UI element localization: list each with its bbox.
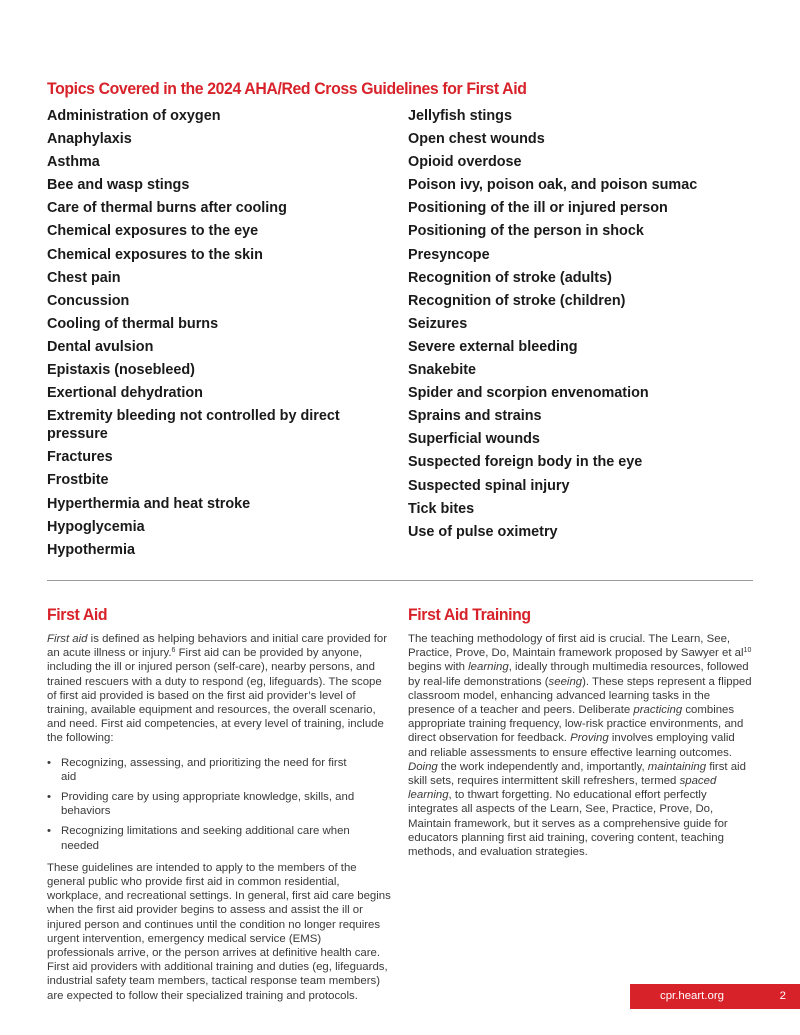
list-item: • Providing care by using appropriate knowledge, skills, and behaviors	[47, 790, 391, 818]
text-run: first aid skill sets, requires intermittent skill refreshers, termed	[408, 760, 746, 788]
topic-item: Hypothermia	[47, 541, 135, 558]
topic-item: Presyncope	[408, 246, 490, 263]
topic-item: Recognition of stroke (children)	[408, 292, 626, 309]
term-practicing: practicing	[633, 704, 683, 717]
text-run: The teaching methodology of first aid is crucial. The Learn, See, Practice, Prove, Do, Maintain framework proposed by Sawyer et al	[408, 633, 744, 660]
term-maintaining: maintaining	[647, 760, 707, 773]
topics-list	[47, 107, 753, 564]
topic-item: Poison ivy, poison oak, and poison sumac	[408, 177, 698, 194]
training-paragraph	[408, 632, 753, 859]
text-run: , to thwart forgetting. No educational effort perfectly integrates all aspects of the Learn, See, Practice, Prove, Do, Maintain framework, but it serves as a comprehensive guide for educators planning first aid training, covering content, teaching methods, and evaluation strategies.	[408, 789, 728, 859]
topic-item: Chest pain	[47, 269, 121, 286]
text-run: the work independently and, importantly,	[437, 760, 648, 773]
term-doing: Doing	[408, 760, 438, 773]
topic-item: Extremity bleeding not controlled by direct pressure	[47, 408, 340, 443]
topics-right-column	[408, 107, 753, 564]
text-run: combines appropriate training frequency, low-risk practice environments, and direct observation for feedback.	[408, 704, 744, 745]
definition-text: is defined as helping behaviors and initial care provided for an acute illness or injury.	[47, 633, 388, 660]
term-spaced-learning: spaced learning	[408, 775, 717, 802]
topic-item: Chemical exposures to the eye	[47, 223, 259, 240]
topic-item: Positioning of the ill or injured person	[408, 200, 668, 217]
competencies-list	[47, 756, 391, 853]
topic-item: Frostbite	[47, 472, 109, 489]
topics-title: Topics Covered in the 2024 AHA/Red Cross Guidelines for First Aid	[47, 79, 527, 98]
term-learning: learning	[468, 661, 509, 674]
list-item: • Recognizing, assessing, and prioritizing the need for first aid	[47, 756, 391, 784]
topic-item: Seizures	[408, 315, 468, 332]
topic-item: Positioning of the person in shock	[408, 223, 644, 240]
first-aid-title: First Aid	[47, 605, 108, 624]
topic-item: Chemical exposures to the skin	[47, 246, 263, 263]
footer-link[interactable]: cpr.heart.org	[660, 990, 724, 1002]
topic-item: Sprains and strains	[408, 408, 542, 425]
text-run: ). These steps represent a flipped classroom model, enhancing advanced learning tasks in the presence of a teacher and peers. Deliberate	[408, 675, 752, 717]
text-run: begins with	[408, 661, 469, 674]
topic-item: Snakebite	[408, 362, 476, 379]
citation-6: 6	[171, 647, 176, 655]
guidelines-scope-paragraph: These guidelines are intended to apply to the members of the general public who provide first aid in common residential, workplace, and recreational settings. In general, first aid care begins when the first aid provider begins to assess and assist the ill or injured person and continues until the condition no longer requires urgent intervention, emergency medical service (EMS) professionals arrive, or the person arrives at definitive health care. First aid providers with additional training and duties (eg, lifeguards, industrial safety team members, tactical response team members) are expected to follow their specialized training and protocols.	[47, 861, 391, 1002]
topic-item: Recognition of stroke (adults)	[408, 269, 612, 286]
term-seeing: seeing	[548, 675, 583, 688]
topic-item: Jellyfish stings	[408, 108, 512, 124]
topic-item: Concussion	[47, 292, 130, 309]
text-run: , ideally through multimedia resources, followed by real-life demonstrations (	[408, 661, 749, 688]
topic-item: Suspected spinal injury	[408, 477, 570, 494]
topic-item: Hyperthermia and heat stroke	[47, 495, 251, 512]
topic-item: Open chest wounds	[408, 131, 545, 148]
citation-10: 10	[743, 647, 752, 655]
section-divider	[47, 580, 753, 581]
topic-item: Severe external bleeding	[408, 338, 578, 355]
topic-item: Use of pulse oximetry	[408, 523, 558, 540]
topics-left-column	[47, 107, 408, 564]
first-aid-training-title: First Aid Training	[408, 605, 531, 624]
topics-section	[47, 78, 753, 564]
topic-item: Fractures	[47, 449, 113, 466]
topic-item: Tick bites	[408, 500, 475, 517]
page-number: 2	[779, 990, 786, 1002]
topic-item: Spider and scorpion envenomation	[408, 385, 649, 402]
first-aid-definition	[47, 632, 391, 746]
footer-bar	[630, 984, 800, 1009]
topic-item: Exertional dehydration	[47, 385, 203, 402]
topic-item: Hypoglycemia	[47, 518, 145, 535]
first-aid-term: First aid	[47, 633, 88, 645]
topic-item: Anaphylaxis	[47, 131, 132, 148]
first-aid-training-section	[408, 604, 753, 1003]
topic-item: Suspected foreign body in the eye	[408, 454, 643, 471]
term-proving: Proving	[570, 732, 609, 745]
list-item: • Recognizing limitations and seeking additional care when needed	[47, 824, 391, 852]
first-aid-section	[47, 604, 391, 1003]
topic-item: Administration of oxygen	[47, 108, 221, 124]
topic-item: Cooling of thermal burns	[47, 315, 219, 332]
topic-item: Bee and wasp stings	[47, 177, 190, 194]
text-run: involves employing valid and reliable assessments to ensure effective learning outcomes.	[408, 732, 735, 759]
lower-sections	[47, 604, 753, 1003]
definition-text-cont: First aid can be provided by anyone, including the ill or injured person (self-care), nearby persons, and trained rescuers with a duty to respond (eg, lifeguards). The scope of first aid provided is based on the first aid provider’s level of training, available equipment and resources, the overall scenario, and need. First aid competencies, at every level of training, include the following:	[47, 647, 384, 745]
topic-item: Opioid overdose	[408, 154, 522, 171]
topic-item: Care of thermal burns after cooling	[47, 200, 287, 217]
topic-item: Dental avulsion	[47, 338, 154, 355]
topic-item: Superficial wounds	[408, 431, 540, 448]
topic-item: Epistaxis (nosebleed)	[47, 362, 195, 379]
topic-item: Asthma	[47, 154, 100, 171]
